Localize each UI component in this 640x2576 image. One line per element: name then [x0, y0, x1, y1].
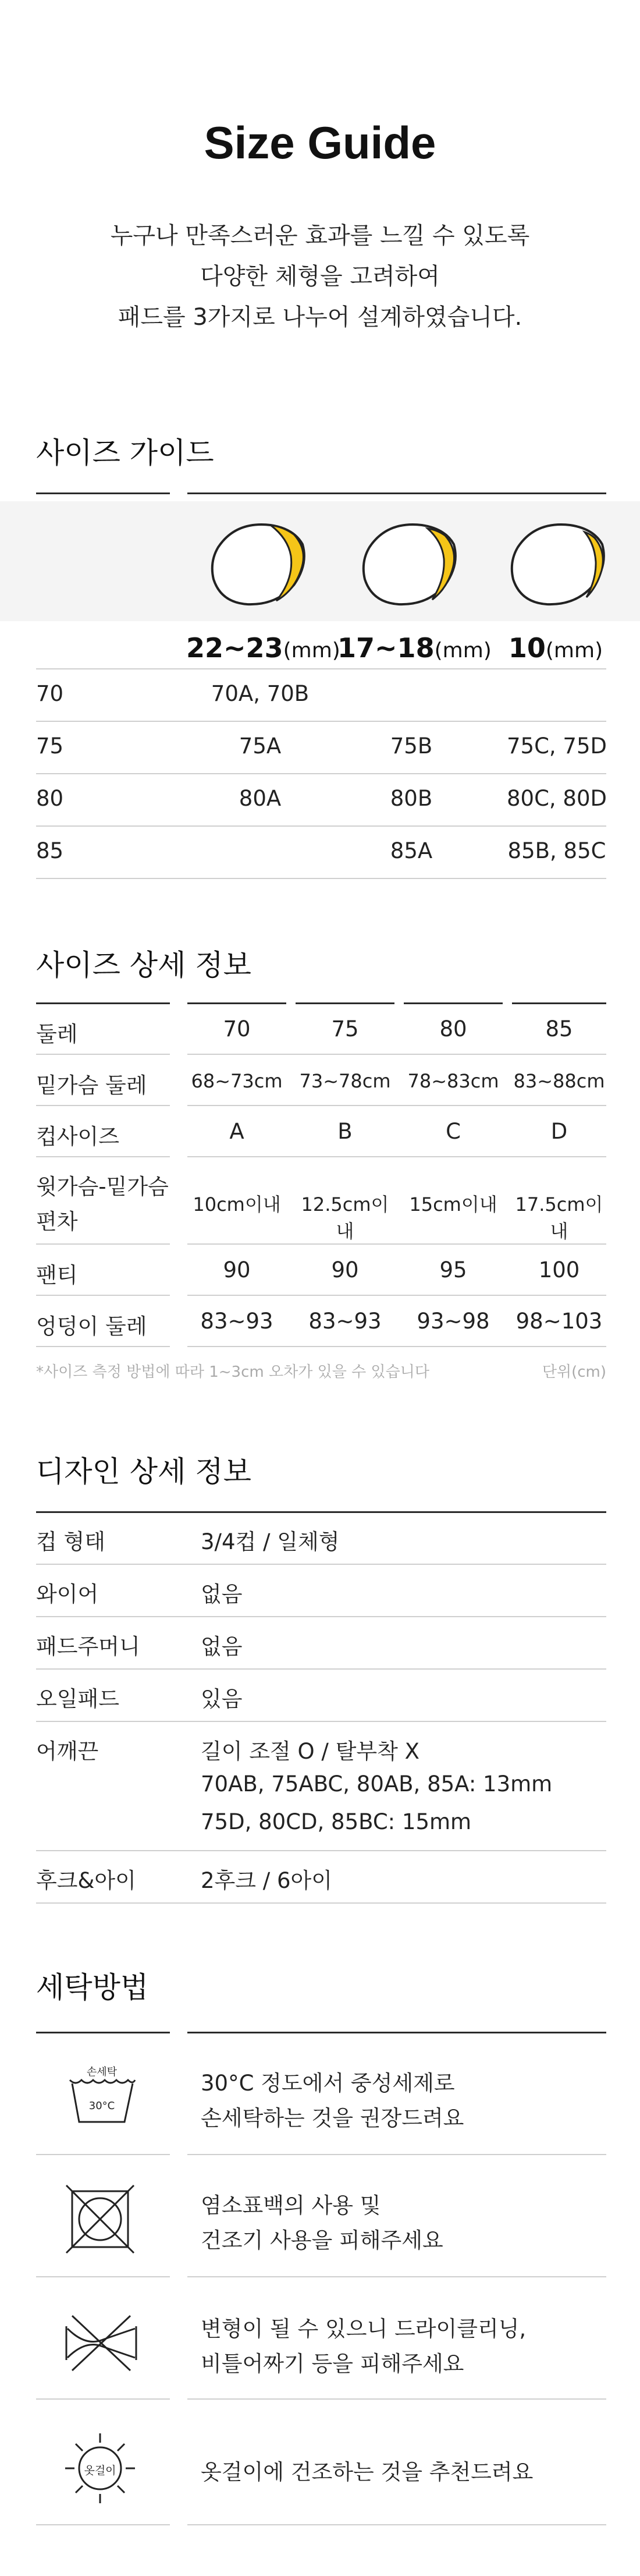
detail-cell: C: [446, 1119, 461, 1144]
row-value: 있음: [201, 1686, 243, 1712]
row-divider: [36, 1054, 170, 1055]
row-divider: [36, 1616, 606, 1617]
intro-text: [0, 215, 640, 338]
size-cell: 80A: [239, 786, 282, 811]
row-label-line: 편차: [36, 1209, 78, 1234]
row-label: 밑가슴 둘레: [36, 1073, 147, 1098]
row-label: 오일패드: [36, 1686, 119, 1712]
detail-cell: 93~98: [417, 1309, 490, 1334]
row-divider: [187, 1295, 606, 1296]
hang-dry-label: 옷걸이: [84, 2464, 116, 2477]
row-label: 팬티: [36, 1263, 78, 1288]
hand-wash-label: 손세탁: [86, 2066, 118, 2078]
row-label: 컵사이즈: [36, 1124, 119, 1149]
wash-instruction: 손세탁하는 것을 권장드려요: [201, 2106, 464, 2131]
row-divider: [187, 1156, 606, 1157]
row-label-line: 윗가슴-밑가슴: [36, 1174, 169, 1199]
wash-instruction: 염소표백의 사용 및: [201, 2193, 381, 2218]
section-heading-washing: 세탁방법: [36, 1971, 149, 2004]
row-divider: [36, 1668, 606, 1670]
row-divider: [36, 721, 606, 722]
table-top-rule: [296, 1002, 394, 1004]
row-value: 길이 조절 O / 탈부착 X: [201, 1739, 419, 1764]
row-divider: [36, 878, 606, 879]
no-bleach-no-tumble-dry-icon: [65, 2184, 135, 2254]
detail-cell: 90: [331, 1257, 359, 1282]
detail-cell: 17.5cm이내: [515, 1193, 603, 1242]
measurement-note: *사이즈 측정 방법에 따라 1~3cm 오차가 있을 수 있습니다: [36, 1363, 429, 1381]
row-divider: [36, 1295, 170, 1296]
detail-cell: 85: [545, 1016, 573, 1041]
size-cell: 75B: [390, 734, 433, 759]
pad-thin-icon: [500, 512, 617, 611]
wash-instruction: 변형이 될 수 있으니 드라이클리닝,: [201, 2316, 527, 2341]
hang-dry-icon: [59, 2428, 141, 2509]
row-value: 없음: [201, 1582, 243, 1607]
row-divider: [36, 1850, 606, 1851]
size-cell: 70A, 70B: [211, 681, 310, 706]
detail-cell: 100: [538, 1257, 580, 1282]
row-label: 후크&아이: [36, 1868, 136, 1893]
size-cell: 85B, 85C: [507, 838, 606, 863]
table-top-rule: [187, 1002, 286, 1004]
row-divider: [187, 1105, 606, 1106]
row-divider: [187, 1243, 606, 1245]
table-top-rule: [36, 2032, 170, 2033]
detail-cell: 78~83cm: [407, 1070, 499, 1092]
detail-cell: 95: [439, 1257, 467, 1282]
pad-label-thick: 22~23(mm): [186, 632, 340, 664]
row-divider: [187, 2398, 606, 2400]
row-label: 컵 형태: [36, 1529, 105, 1554]
page-title: Size Guide: [204, 117, 436, 168]
detail-cell: 90: [223, 1257, 251, 1282]
row-value: 3/4컵 / 일체형: [201, 1529, 340, 1554]
size-cell: 75C, 75D: [506, 734, 607, 759]
detail-cell: 98~103: [515, 1309, 603, 1334]
detail-cell: 83~93: [200, 1309, 273, 1334]
table-top-rule: [36, 492, 170, 494]
row-divider: [187, 2154, 606, 2155]
row-value: 2후크 / 6아이: [201, 1868, 333, 1893]
wash-instruction: 건조기 사용을 피해주세요: [201, 2228, 443, 2253]
detail-cell: 83~93: [308, 1309, 382, 1334]
row-divider: [36, 773, 606, 774]
detail-cell: D: [550, 1119, 568, 1144]
row-divider: [36, 2154, 170, 2155]
row-divider: [36, 1564, 606, 1565]
row-divider: [36, 2276, 170, 2277]
pad-medium-icon: [352, 512, 468, 611]
row-divider: [36, 1243, 170, 1245]
table-top-rule: [36, 1002, 170, 1004]
pad-thick-icon: [201, 512, 317, 611]
table-top-rule: [36, 1511, 606, 1513]
table-top-rule: [187, 2032, 606, 2033]
band-size: 70: [36, 681, 64, 706]
row-value: 없음: [201, 1634, 243, 1659]
wash-temperature: 30°C: [88, 2100, 115, 2112]
row-divider: [36, 668, 606, 669]
row-value: 75D, 80CD, 85BC: 15mm: [201, 1809, 472, 1834]
band-size: 80: [36, 786, 64, 811]
row-label: 와이어: [36, 1582, 99, 1607]
section-heading-design-detail: 디자인 상세 정보: [36, 1455, 251, 1489]
detail-cell: 73~78cm: [299, 1070, 391, 1092]
unit-note: 단위(cm): [542, 1363, 606, 1381]
wash-instruction: 옷걸이에 건조하는 것을 추천드려요: [201, 2460, 534, 2485]
detail-cell: 10cm이내: [193, 1193, 281, 1216]
wash-instruction: 30°C 정도에서 중성세제로: [201, 2071, 455, 2096]
hand-wash-icon: [64, 2064, 140, 2128]
row-label: 패드주머니: [36, 1634, 140, 1659]
row-divider: [36, 1346, 170, 1347]
row-divider: [187, 1346, 606, 1347]
detail-cell: B: [337, 1119, 353, 1144]
row-value: 70AB, 75ABC, 80AB, 85A: 13mm: [201, 1771, 553, 1797]
detail-cell: 75: [331, 1016, 359, 1041]
detail-cell: 15cm이내: [409, 1193, 497, 1216]
wash-instruction: 비틀어짜기 등을 피해주세요: [201, 2351, 464, 2376]
band-size: 85: [36, 838, 64, 863]
row-divider: [36, 2524, 170, 2525]
size-cell: 80B: [390, 786, 433, 811]
section-heading-size-guide: 사이즈 가이드: [36, 436, 214, 470]
pad-label-medium: 17~18(mm): [337, 632, 492, 664]
section-heading-size-detail: 사이즈 상세 정보: [36, 948, 251, 982]
row-divider: [187, 2524, 606, 2525]
no-dry-clean-no-wring-icon: [62, 2311, 141, 2375]
intro-line: 패드를 3가지로 나누어 설계하였습니다.: [118, 304, 522, 331]
band-size: 75: [36, 734, 64, 759]
row-divider: [36, 825, 606, 827]
row-label: 엉덩이 둘레: [36, 1314, 147, 1339]
detail-cell: 83~88cm: [513, 1070, 605, 1092]
detail-cell: 68~73cm: [191, 1070, 283, 1092]
row-divider: [36, 1902, 606, 1904]
size-cell: 85A: [390, 838, 433, 863]
detail-cell: 70: [223, 1016, 251, 1041]
row-divider: [36, 1721, 606, 1722]
detail-cell: A: [229, 1119, 244, 1144]
row-divider: [36, 1156, 170, 1157]
table-top-rule: [404, 1002, 503, 1004]
table-top-rule: [512, 1002, 606, 1004]
intro-line: 다양한 체형을 고려하여: [200, 263, 440, 290]
detail-cell: 80: [439, 1016, 467, 1041]
table-top-rule: [187, 492, 606, 494]
size-cell: 80C, 80D: [506, 786, 607, 811]
size-cell: 75A: [239, 734, 282, 759]
row-divider: [187, 2276, 606, 2277]
row-divider: [187, 1054, 606, 1055]
row-label: 둘레: [36, 1022, 78, 1047]
row-label: 어깨끈: [36, 1739, 99, 1764]
detail-cell: 12.5cm이내: [301, 1193, 389, 1242]
row-divider: [36, 2398, 170, 2400]
intro-line: 누구나 만족스러운 효과를 느낄 수 있도록: [110, 222, 530, 249]
row-divider: [36, 1105, 170, 1106]
pad-label-thin: 10(mm): [508, 632, 603, 664]
